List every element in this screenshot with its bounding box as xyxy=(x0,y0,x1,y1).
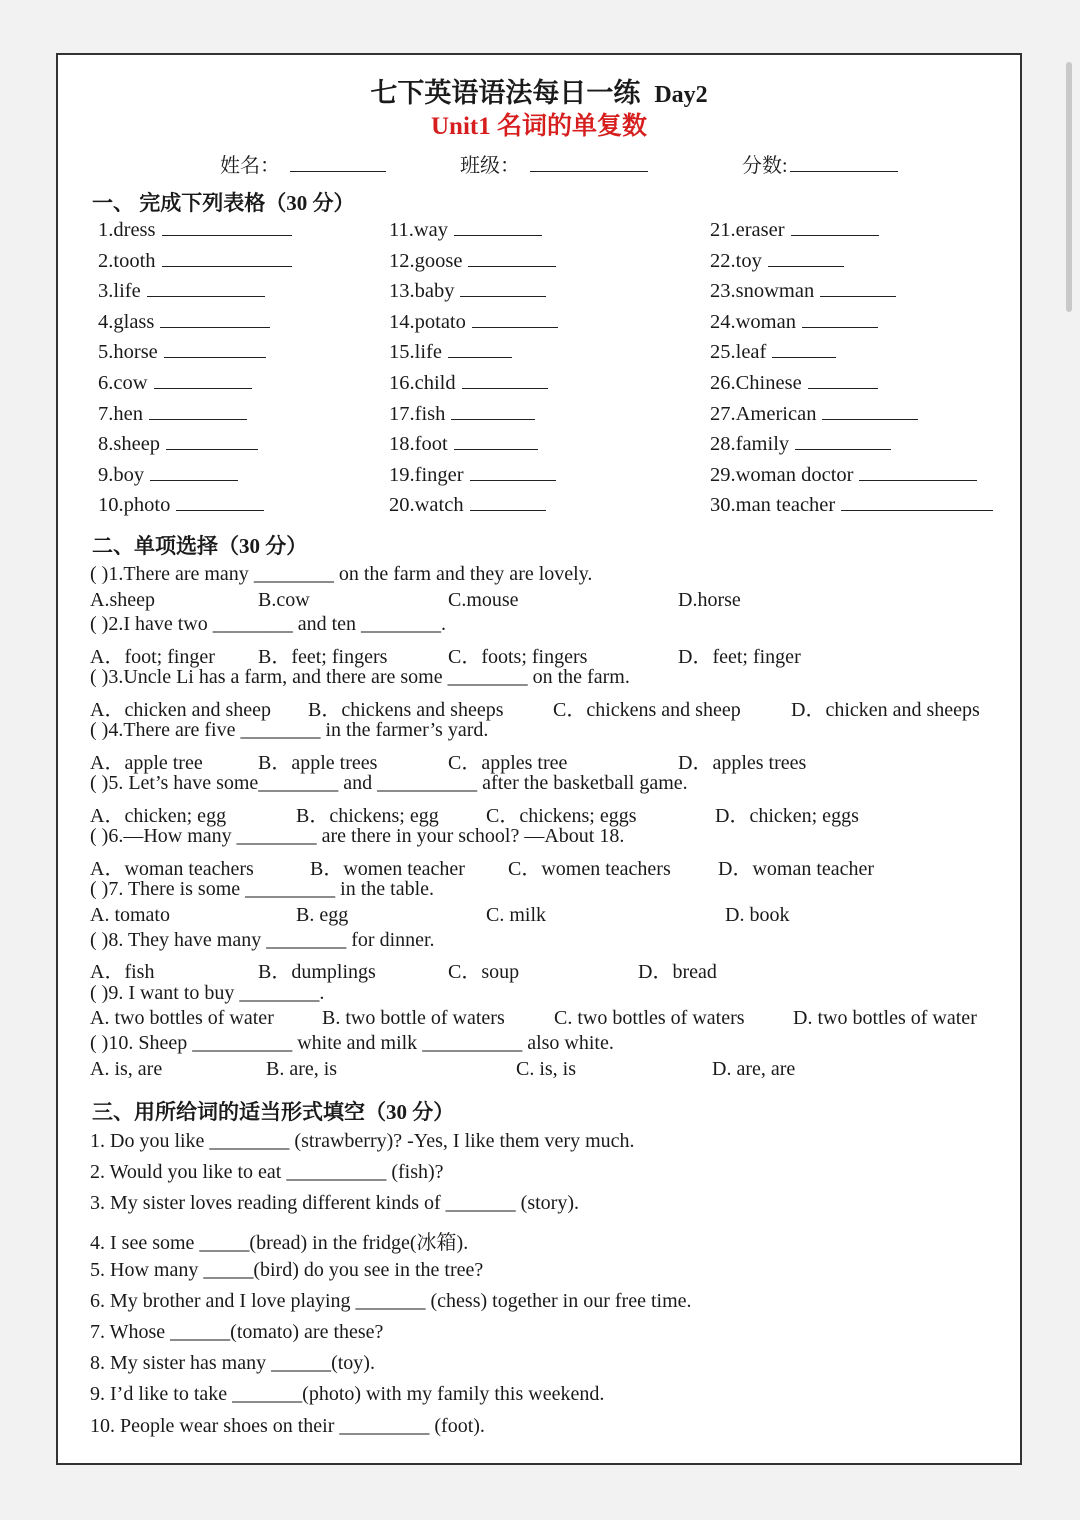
question-stem xyxy=(90,982,324,1005)
noun-label: 14.potato xyxy=(389,310,466,333)
noun-label: 3.life xyxy=(98,280,141,303)
question-text: on the farm. xyxy=(527,666,630,688)
answer-blank[interactable]: __________ xyxy=(422,1032,523,1054)
choice-option[interactable]: B. egg xyxy=(296,904,349,926)
title-day: Day2 xyxy=(654,82,708,108)
noun-label: 26.Chinese xyxy=(710,372,802,394)
noun-item xyxy=(389,219,542,242)
class-field xyxy=(460,149,648,178)
answer-blank[interactable] xyxy=(841,494,993,511)
noun-label: 7.hen xyxy=(98,402,143,425)
choice-option[interactable]: C. is, is xyxy=(516,1058,577,1080)
answer-blank[interactable] xyxy=(808,372,878,389)
section1-heading: 一、 完成下列表格（30 分） xyxy=(92,191,355,215)
answer-blank[interactable] xyxy=(822,403,918,420)
choice-option[interactable]: C．chickens; eggs xyxy=(486,805,637,827)
choice-option[interactable]: B．apple trees xyxy=(258,752,378,774)
answer-blank[interactable]: ________ xyxy=(236,825,317,847)
answer-blank[interactable]: __________ xyxy=(377,772,478,794)
noun-item xyxy=(710,311,878,334)
question-stem xyxy=(90,772,688,795)
question-text: and ten xyxy=(292,613,362,635)
choice-option[interactable]: D．apples trees xyxy=(678,752,807,774)
noun-label: 5.horse xyxy=(98,341,158,364)
noun-item xyxy=(389,494,546,517)
noun-item xyxy=(389,250,556,273)
section2-heading: 二、单项选择（30 分） xyxy=(92,534,308,558)
noun-label: 11.way xyxy=(389,219,449,241)
noun-item xyxy=(98,219,292,242)
answer-blank[interactable]: _________ xyxy=(245,878,336,900)
noun-label: 30.man teacher xyxy=(710,494,836,517)
fill-in-item: 7. Whose ______(tomato) are these? xyxy=(90,1321,384,1343)
question-text: ( )8. They have many xyxy=(90,929,267,951)
noun-label: 12.goose xyxy=(389,249,463,272)
choice-option[interactable]: D．chicken; eggs xyxy=(715,805,859,827)
answer-blank[interactable] xyxy=(149,403,247,420)
choice-option[interactable]: D. are, are xyxy=(712,1058,796,1080)
answer-blank[interactable]: __________ xyxy=(192,1032,293,1054)
question-stem xyxy=(90,563,592,586)
fill-in-item: 5. How many _____(bird) do you see in the tree? xyxy=(90,1259,484,1281)
noun-label: 1.dress xyxy=(98,219,156,241)
answer-blank[interactable] xyxy=(147,280,265,297)
question-text: ( )7. There is some xyxy=(90,878,246,900)
answer-blank[interactable] xyxy=(154,372,252,389)
question-text: ( )1.There are many xyxy=(90,563,254,585)
choice-option[interactable]: A. tomato xyxy=(90,904,170,926)
question-text: white and milk xyxy=(292,1032,423,1054)
class-label: 班级： xyxy=(460,155,520,177)
answer-blank[interactable] xyxy=(470,464,556,481)
noun-item xyxy=(710,403,918,426)
question-stem xyxy=(90,719,488,742)
noun-label: 10.photo xyxy=(98,494,171,517)
answer-blank[interactable] xyxy=(460,280,546,297)
question-text: also white. xyxy=(522,1032,614,1054)
choice-option[interactable]: C．apples tree xyxy=(448,752,568,774)
noun-item xyxy=(98,494,264,517)
score-field xyxy=(742,149,898,178)
worksheet-subtitle: Unit1 名词的单复数 xyxy=(431,113,647,140)
answer-blank[interactable] xyxy=(454,219,542,236)
noun-label: 9.boy xyxy=(98,463,145,486)
choice-option[interactable]: A．chicken and sheep xyxy=(90,699,272,721)
noun-label: 13.baby xyxy=(389,280,455,303)
noun-item xyxy=(98,372,252,395)
fill-in-item: 1. Do you like ________ (strawberry)? -Yes, I like them very much. xyxy=(90,1130,635,1152)
answer-blank[interactable] xyxy=(448,341,512,358)
answer-blank[interactable] xyxy=(176,494,264,511)
choice-option[interactable]: D．feet; finger xyxy=(678,646,801,668)
answer-blank[interactable] xyxy=(859,464,977,481)
answer-blank[interactable]: ________ xyxy=(447,666,528,688)
name-label: 姓名： xyxy=(220,155,280,177)
choice-option[interactable]: A．fish xyxy=(90,961,155,983)
noun-item xyxy=(710,494,993,517)
question-stem xyxy=(90,1032,614,1055)
noun-label: 17.fish xyxy=(389,402,446,425)
question-stem xyxy=(90,666,630,689)
noun-item xyxy=(98,341,266,364)
choice-option[interactable]: B．dumplings xyxy=(258,961,376,983)
choice-option[interactable]: C．foots; fingers xyxy=(448,646,588,668)
noun-item xyxy=(710,433,891,456)
noun-label: 29.woman doctor xyxy=(710,463,854,486)
answer-blank[interactable]: ________ xyxy=(212,613,293,635)
noun-item xyxy=(389,372,548,395)
choice-option[interactable]: B．chickens; egg xyxy=(296,805,439,827)
noun-item xyxy=(710,250,844,273)
choice-option[interactable]: B．feet; fingers xyxy=(258,646,388,668)
name-blank xyxy=(290,153,386,172)
answer-blank[interactable] xyxy=(768,250,844,267)
noun-label: 25.leaf xyxy=(710,341,767,364)
question-text: ( )9. I want to buy xyxy=(90,982,240,1004)
score-blank xyxy=(790,153,898,172)
choice-option[interactable]: C．soup xyxy=(448,961,520,983)
fill-in-item: 4. I see some _____(bread) in the fridge(冰箱). xyxy=(90,1232,469,1254)
question-text: ( )10. Sheep xyxy=(90,1032,193,1054)
answer-blank[interactable] xyxy=(454,433,538,450)
choice-option[interactable]: A．foot; finger xyxy=(90,646,215,668)
answer-blank[interactable] xyxy=(162,219,292,236)
title-text: 七下英语语法每日一练 xyxy=(370,78,641,108)
question-stem xyxy=(90,613,446,636)
noun-label: 20.watch xyxy=(389,494,464,517)
question-text: ( )4.There are five xyxy=(90,719,241,741)
answer-blank[interactable] xyxy=(162,250,292,267)
question-text: after the basketball game. xyxy=(477,772,688,794)
answer-blank[interactable] xyxy=(472,311,558,328)
noun-label: 4.glass xyxy=(98,310,155,333)
question-text: and xyxy=(338,772,378,794)
fill-in-item: 2. Would you like to eat __________ (fish)? xyxy=(90,1161,444,1183)
class-blank xyxy=(530,153,648,172)
choice-option[interactable]: D. two bottles of water xyxy=(793,1007,977,1029)
noun-item xyxy=(98,464,238,487)
answer-blank[interactable]: ________ xyxy=(239,982,320,1004)
choice-option[interactable]: A．apple tree xyxy=(90,752,203,774)
noun-label: 24.woman xyxy=(710,310,796,333)
answer-blank[interactable] xyxy=(462,372,548,389)
choice-option[interactable]: A. is, are xyxy=(90,1058,163,1080)
question-text: ( )6.—How many xyxy=(90,825,237,847)
question-text: for dinner. xyxy=(346,929,435,951)
fill-in-item: 6. My brother and I love playing _______ (chess) together in our free time. xyxy=(90,1290,692,1312)
choice-option[interactable]: A．woman teachers xyxy=(90,858,254,880)
name-field xyxy=(220,149,386,178)
worksheet-page xyxy=(56,53,1022,1465)
answer-blank[interactable]: ________ xyxy=(240,719,321,741)
noun-label: 15.life xyxy=(389,341,442,364)
choice-option[interactable]: D.horse xyxy=(678,589,741,611)
noun-item xyxy=(389,280,546,303)
noun-item xyxy=(710,341,836,364)
worksheet-title xyxy=(58,71,1020,110)
noun-label: 22.toy xyxy=(710,249,762,272)
fill-in-item: 9. I’d like to take _______(photo) with my family this weekend. xyxy=(90,1383,605,1405)
answer-blank[interactable]: ________ xyxy=(258,772,339,794)
noun-label: 6.cow xyxy=(98,372,148,394)
noun-label: 27.American xyxy=(710,402,817,425)
noun-item xyxy=(710,280,896,303)
scrollbar[interactable] xyxy=(1066,62,1072,312)
answer-blank[interactable] xyxy=(150,464,238,481)
choice-option[interactable]: A. two bottles of water xyxy=(90,1007,274,1029)
noun-label: 16.child xyxy=(389,372,456,394)
noun-item xyxy=(389,433,538,456)
answer-blank[interactable] xyxy=(795,433,891,450)
noun-item xyxy=(389,403,535,426)
answer-blank[interactable] xyxy=(772,341,836,358)
choice-option[interactable]: B．chickens and sheeps xyxy=(308,699,504,721)
answer-blank[interactable] xyxy=(451,403,535,420)
noun-item xyxy=(389,311,558,334)
noun-item xyxy=(710,464,977,487)
choice-option[interactable]: D．chicken and sheeps xyxy=(791,699,980,721)
noun-item xyxy=(98,250,292,273)
choice-option[interactable]: A．chicken; egg xyxy=(90,805,227,827)
question-text: in the farmer’s yard. xyxy=(320,719,489,741)
choice-option[interactable]: B．women teacher xyxy=(310,858,465,880)
question-text: ( )5. Let’s have some xyxy=(90,772,259,794)
question-stem xyxy=(90,878,434,901)
question-text: are there in your school? —About 18. xyxy=(316,825,625,847)
fill-in-item: 3. My sister loves reading different kinds of _______ (story). xyxy=(90,1192,579,1214)
fill-in-item: 8. My sister has many ______(toy). xyxy=(90,1352,375,1374)
answer-blank[interactable]: ________ xyxy=(253,563,334,585)
question-text: . xyxy=(319,982,325,1004)
answer-blank[interactable] xyxy=(802,311,878,328)
answer-blank[interactable] xyxy=(470,494,546,511)
noun-label: 28.family xyxy=(710,433,790,456)
question-stem xyxy=(90,929,435,952)
score-label: 分数: xyxy=(742,155,788,177)
noun-item xyxy=(98,280,265,303)
noun-label: 23.snowman xyxy=(710,280,815,303)
answer-blank[interactable]: ________ xyxy=(361,613,442,635)
answer-blank[interactable] xyxy=(820,280,896,297)
choice-option[interactable]: C. two bottles of waters xyxy=(554,1007,745,1029)
choice-option[interactable]: C．chickens and sheep xyxy=(553,699,741,721)
fill-in-item: 10. People wear shoes on their _________ (foot). xyxy=(90,1415,485,1437)
choice-option[interactable]: B. are, is xyxy=(266,1058,338,1080)
noun-item xyxy=(98,311,270,334)
question-text: . xyxy=(441,613,447,635)
choice-option[interactable]: D. book xyxy=(725,904,790,926)
section3-heading: 三、用所给词的适当形式填空（30 分） xyxy=(92,1100,455,1124)
noun-label: 2.tooth xyxy=(98,249,156,272)
noun-item xyxy=(98,433,258,456)
noun-item xyxy=(389,341,512,364)
noun-label: 19.finger xyxy=(389,463,464,486)
choice-option[interactable]: C.mouse xyxy=(448,589,519,611)
noun-label: 21.eraser xyxy=(710,219,785,241)
answer-blank[interactable] xyxy=(468,250,556,267)
noun-item xyxy=(98,403,247,426)
answer-blank[interactable]: ________ xyxy=(266,929,347,951)
answer-blank[interactable] xyxy=(791,219,879,236)
question-text: on the farm and they are lovely. xyxy=(333,563,593,585)
noun-item xyxy=(710,219,879,242)
noun-label: 18.foot xyxy=(389,433,448,456)
choice-option[interactable]: C. milk xyxy=(486,904,547,926)
choice-option[interactable]: D．woman teacher xyxy=(718,858,875,880)
answer-blank[interactable] xyxy=(160,311,270,328)
choice-option[interactable]: B. two bottle of waters xyxy=(322,1007,505,1029)
noun-label: 8.sheep xyxy=(98,433,161,456)
choice-option[interactable]: D．bread xyxy=(638,961,717,983)
choice-option[interactable]: C．women teachers xyxy=(508,858,671,880)
noun-item xyxy=(710,372,878,395)
question-text: ( )2.I have two xyxy=(90,613,213,635)
question-text: ( )3.Uncle Li has a farm, and there are some xyxy=(90,666,448,688)
question-stem xyxy=(90,825,624,848)
choice-option[interactable]: A.sheep xyxy=(90,589,155,611)
answer-blank[interactable] xyxy=(164,341,266,358)
answer-blank[interactable] xyxy=(166,433,258,450)
choice-option[interactable]: B.cow xyxy=(258,589,310,611)
question-text: in the table. xyxy=(335,878,435,900)
noun-item xyxy=(389,464,556,487)
